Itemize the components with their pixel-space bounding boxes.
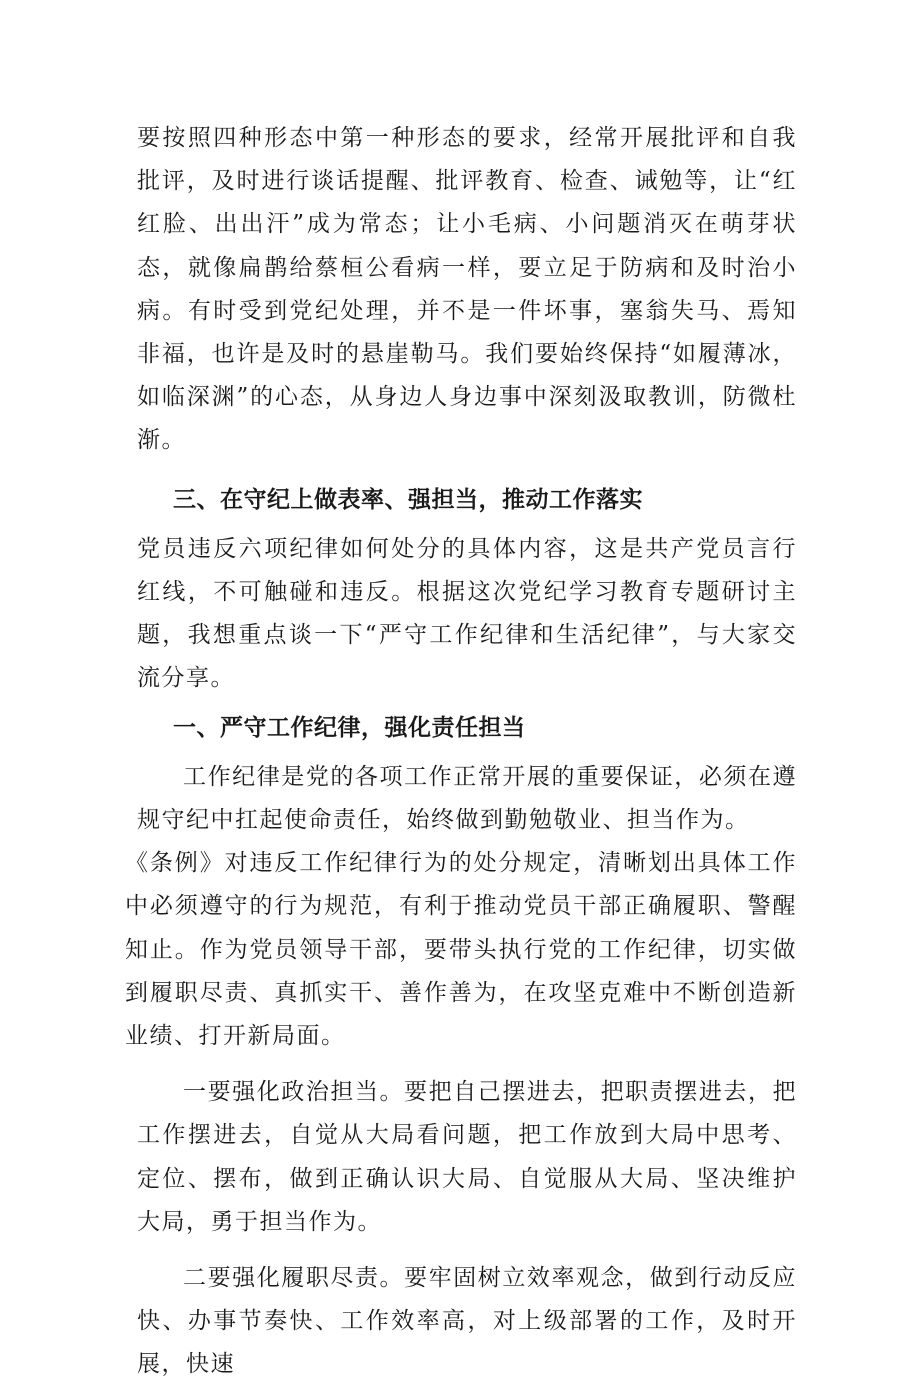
paragraph-regulations: 《条例》对违反工作纪律行为的处分规定，清晰划出具体工作中必须遵守的行为规范，有利于推动党员干部正确履职、警醒知止。作为党员领导干部，要带头执行党的工作纪律，切实做到履职尽责、真抓实干、善作善为，在攻坚克难中不断创造新业绩、打开新局面。 bbox=[125, 850, 797, 1050]
subsection-heading-one: 一、严守工作纪律，强化责任担当 bbox=[173, 714, 526, 741]
paragraph-six-disciplines: 党员违反六项纪律如何处分的具体内容，这是共产党员言行红线，不可触碰和违反。根据这次党纪学习教育专题研讨主题，我想重点谈一下“严守工作纪律和生活纪律”，与大家交流分享。 bbox=[137, 535, 797, 692]
section-heading-three: 三、在守纪上做表率、强担当，推动工作落实 bbox=[173, 486, 643, 513]
document-body bbox=[125, 117, 797, 1387]
paragraph-self-criticism: 要按照四种形态中第一种形态的要求，经常开展批评和自我批评，及时进行谈话提醒、批评教育、检查、诫勉等，让“红红脸、出出汗”成为常态；让小毛病、小问题消灭在萌芽状态，就像扁鹊给蔡桓公看病一样，要立足于防病和及时治小病。有时受到党纪处理，并不是一件坏事，塞翁失马、焉知非福，也许是及时的悬崖勒马。我们要始终保持“如履薄冰，如临深渊”的心态，从身边人身边事中深刻汲取教训，防微杜渐。 bbox=[137, 125, 797, 454]
paragraph-work-discipline: 工作纪律是党的各项工作正常开展的重要保证，必须在遵规守纪中扛起使命责任，始终做到勤勉敬业、担当作为。 bbox=[137, 763, 797, 834]
paragraph-political-responsibility: 一要强化政治担当。要把自己摆进去，把职责摆进去，把工作摆进去，自觉从大局看问题，把工作放到大局中思考、定位、摆布，做到正确认识大局、自觉服从大局、坚决维护大局，勇于担当作为。 bbox=[137, 1079, 797, 1235]
paragraph-duty-performance: 二要强化履职尽责。要牢固树立效率观念，做到行动反应快、办事节奏快、工作效率高，对上级部署的工作，及时开展，快速 bbox=[137, 1265, 797, 1378]
